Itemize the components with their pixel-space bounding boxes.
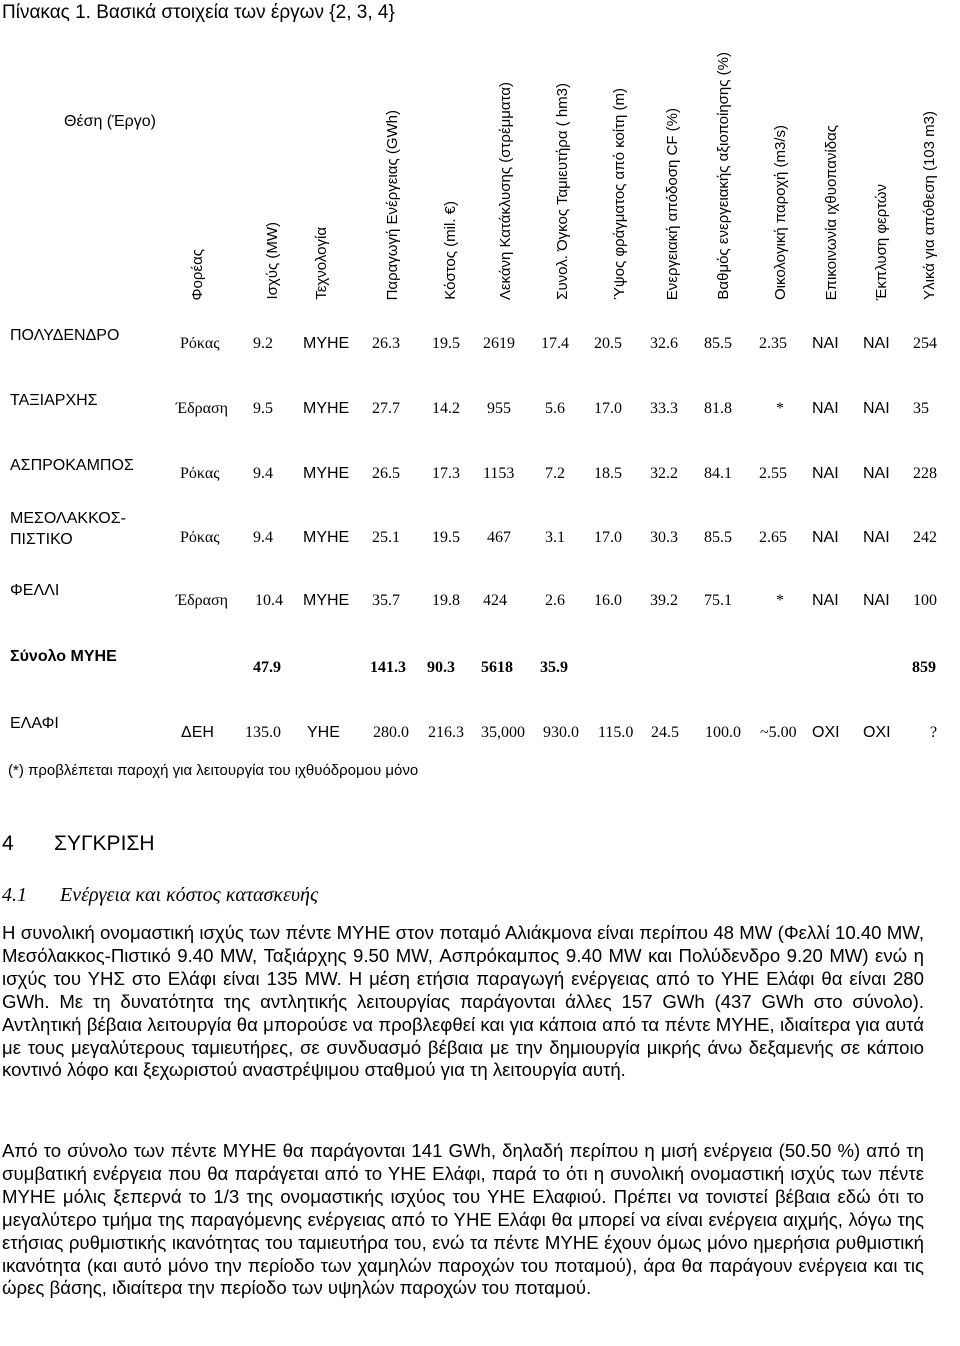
table-cell: 17.3	[432, 465, 460, 482]
total-materials: 859	[912, 659, 936, 676]
table-cell: ΜΥΗΕ	[303, 529, 350, 546]
table-cell: 39.2	[650, 592, 678, 609]
header-location: Θέση (Έργο)	[64, 113, 156, 130]
header-reservoir-volume: Συνολ. Όγκος Ταμιευτήρα ( hm3)	[554, 83, 571, 300]
table-cell: ΜΥΗΕ	[303, 335, 350, 352]
table-cell: 19.5	[432, 335, 460, 352]
table-cell: 930.0	[543, 724, 579, 741]
table-cell: 35,000	[481, 724, 525, 741]
table-cell: 9.2	[253, 335, 273, 352]
table-caption: Πίνακας 1. Βασικά στοιχεία των έργων {2, 3, 4}	[2, 2, 395, 23]
total-area: 5618	[481, 659, 513, 676]
table-cell: *	[776, 592, 784, 609]
table-cell: 25.1	[372, 529, 400, 546]
table-cell: 81.8	[704, 400, 732, 417]
table-cell: ΜΥΗΕ	[303, 465, 350, 482]
table-cell: 242	[913, 529, 937, 546]
table-cell: 30.3	[650, 529, 678, 546]
header-ecological-flow: Οικολογική παροχή (m3/s)	[772, 125, 789, 300]
table-cell: 19.5	[432, 529, 460, 546]
row-name-felli: ΦΕΛΛΙ	[10, 582, 60, 599]
table-cell: 17.0	[594, 529, 622, 546]
table-cell: ΝΑΙ	[812, 335, 839, 352]
table-cell: 17.0	[594, 400, 622, 417]
table-cell: 16.0	[594, 592, 622, 609]
table-cell: 85.5	[704, 335, 732, 352]
table-cell: 2.65	[759, 529, 787, 546]
table-cell: 32.6	[650, 335, 678, 352]
total-energy: 141.3	[370, 659, 406, 676]
table-cell: 135.0	[245, 724, 281, 741]
section-title: ΣΥΓΚΡΙΣΗ	[54, 832, 155, 855]
table-cell: 100	[913, 592, 937, 609]
table-cell: 1153	[483, 465, 515, 482]
table-cell: 280.0	[373, 724, 409, 741]
total-label: Σύνολο ΜΥΗΕ	[10, 648, 117, 665]
section-heading	[2, 832, 155, 856]
table-cell: 100.0	[705, 724, 741, 741]
total-power: 47.9	[253, 659, 281, 676]
table-cell: 216.3	[428, 724, 464, 741]
table-cell: 26.5	[372, 465, 400, 482]
table-cell: 9.4	[253, 529, 273, 546]
table-cell: ΝΑΙ	[812, 529, 839, 546]
header-cost: Κόστος (mil. €)	[442, 201, 459, 300]
table-cell: ?	[930, 724, 938, 741]
table-cell: 17.4	[541, 335, 569, 352]
table-cell: 26.3	[372, 335, 400, 352]
table-cell: Ρόκας	[180, 465, 220, 482]
table-cell: ~5.00	[760, 724, 797, 741]
header-fish-passage: Επικοινωνία ιχθυοπανίδας	[823, 124, 840, 300]
paragraph: Από το σύνολο των πέντε ΜΥΗΕ θα παράγονται 141 GWh, δηλαδή περίπου η μισή ενέργεια (50.50 %) από τη συμβατική ενέργεια που θα παράγεται από το ΥΗΕ Ελάφι, παρά το ότι η συνολική ονομαστική ισχύς των πέντε ΜΥΗΕ μόλις ξεπερνά το 1/3 της ονομαστικής ισχύος του ΥΗΕ Ελαφιού. Πρέπει να τονιστεί βέβαια εδώ ότι το μεγαλύτερο τμήμα της παραγόμενης ενέργειας από το ΥΗΕ Ελάφι θα μπορεί να είναι ενέργεια αιχμής, λόγω της ετήσιας ρυθμιστικής ικανότητας του ταμιευτήρα του, ενώ τα πέντε ΜΥΗΕ έχουν όμως μόνο ημερήσια ρυθμιστική ικανότητα (και αυτό μόνο την περίοδο των χαμηλών παροχών του ποταμού), άρα θα παράγουν ενέργεια και τις ώρες βάσης, ιδιαίτερα την περίοδο των υψηλών παροχών του ποταμού.	[2, 1140, 924, 1299]
header-energy: Παραγωγή Ενέργειας (GWh)	[384, 109, 401, 300]
table-cell: 9.5	[253, 400, 273, 417]
header-operator: Φορέας	[189, 248, 206, 300]
table-cell: ΝΑΙ	[863, 465, 890, 482]
table-cell: *	[776, 400, 784, 417]
table-cell: ΝΑΙ	[812, 592, 839, 609]
table-cell: ΟΧΙ	[812, 724, 840, 741]
table-cell: 5.6	[545, 400, 565, 417]
table-cell: ΝΑΙ	[863, 529, 890, 546]
header-dam-height: Ύψος φράγματος από κοίτη (m)	[611, 88, 628, 300]
header-flood-area: Λεκάνη Κατάκλυσης (στρέμματα)	[497, 81, 514, 300]
table-cell: Έδραση	[176, 400, 228, 417]
table-cell: 424	[483, 592, 507, 609]
table-cell: 955	[487, 400, 511, 417]
table-cell: 35.7	[372, 592, 400, 609]
table-cell: ΔΕΗ	[181, 724, 214, 741]
table-footnote: (*) προβλέπεται παροχή για λειτουργία του ιχθυόδρομου μόνο	[8, 762, 419, 779]
table-cell: 18.5	[594, 465, 622, 482]
row-name-line1: ΜΕΣΟΛΑΚΚΟΣ-	[10, 510, 126, 527]
table-cell: 20.5	[594, 335, 622, 352]
table-cell: 27.7	[372, 400, 400, 417]
table-cell: 3.1	[545, 529, 565, 546]
subsection-heading	[2, 884, 318, 907]
table-cell: 32.2	[650, 465, 678, 482]
table-cell: Έδραση	[176, 592, 228, 609]
table-cell: Ρόκας	[180, 335, 220, 352]
table-cell: 75.1	[704, 592, 732, 609]
total-cost: 90.3	[427, 659, 455, 676]
table-cell: ΜΥΗΕ	[303, 400, 350, 417]
paragraph: Η συνολική ονομαστική ισχύς των πέντε ΜΥΗΕ στον ποταμό Αλιάκμονα είναι περίπου 48 MW (Φελλί 10.40 MW, Μεσόλακκος-Πιστικό 9.40 MW, Ταξιάρχης 9.50 MW, Ασπρόκαμπος 9.40 MW και Πολύδενδρο 9.20 MW) ενώ η ισχύς του ΥΗΣ στο Ελάφι είναι 135 MW. Η μέση ετήσια παραγωγή ενέργειας από το ΥΗΕ Ελάφι θα είναι 280 GWh. Με τη δυνατότητα της αντλητικής λειτουργίας παράγονται άλλες 157 GWh (437 GWh στο σύνολο). Αντλητική βέβαια λειτουργία θα μπορούσε να προβλεφθεί και για κάποια από τα πέντε ΜΥΗΕ, ιδιαίτερα για αυτά με τους μεγαλύτερους ταμιευτήρες, σε συνδυασμό βέβαια με την δημιουργία μικρής άνω δεξαμενής σε κάποιο κοντινό λόφο και ξεχωριστού αναστρέψιμου σταθμού για τη λειτουργία αυτή.	[2, 922, 924, 1081]
table-cell: 254	[913, 335, 937, 352]
table-cell: 228	[913, 465, 937, 482]
table-cell: 10.4	[255, 592, 283, 609]
header-technology: Τεχνολογία	[313, 227, 330, 300]
table-cell: 24.5	[651, 724, 679, 741]
header-power: Ισχύς (MW)	[264, 222, 281, 300]
table-cell: 85.5	[704, 529, 732, 546]
header-utilization: Βαθμός ενεργειακής αξιοποίησης (%)	[715, 52, 732, 300]
table-cell: ΝΑΙ	[863, 335, 890, 352]
table-cell: 2619	[483, 335, 515, 352]
table-cell: ΝΑΙ	[863, 592, 890, 609]
table-cell: 2.6	[545, 592, 565, 609]
table-cell: 14.2	[432, 400, 460, 417]
table-cell: ΝΑΙ	[812, 400, 839, 417]
row-name-asprokampos: ΑΣΠΡΟΚΑΜΠΟΣ	[10, 457, 134, 474]
table-cell: 19.8	[432, 592, 460, 609]
row-name-polydendro: ΠΟΛΥΔΕΝΔΡΟ	[10, 327, 120, 344]
table-cell: ΜΥΗΕ	[303, 592, 350, 609]
table-cell: 467	[487, 529, 511, 546]
section-number: 4	[2, 832, 14, 855]
table-cell: ΟΧΙ	[863, 724, 891, 741]
row-name-line2: ΠΙΣΤΙΚΟ	[10, 531, 73, 548]
table-cell: Ρόκας	[180, 529, 220, 546]
row-name-taxiarchis: ΤΑΞΙΑΡΧΗΣ	[10, 392, 98, 409]
table-cell: 84.1	[704, 465, 732, 482]
table-cell: ΝΑΙ	[863, 400, 890, 417]
table-cell: 35	[913, 400, 929, 417]
header-capacity-factor: Ενεργειακή απόδοση CF (%)	[664, 107, 681, 300]
table-cell: 9.4	[253, 465, 273, 482]
subsection-title: Ενέργεια και κόστος κατασκευής	[60, 884, 319, 906]
table-cell: 2.35	[759, 335, 787, 352]
subsection-number: 4.1	[2, 884, 27, 906]
row-name-mesolakkos	[10, 508, 126, 550]
table-cell: 115.0	[598, 724, 634, 741]
table-cell: ΝΑΙ	[812, 465, 839, 482]
table-cell: ΥΗΕ	[307, 724, 340, 741]
table-cell: 7.2	[545, 465, 565, 482]
total-volume: 35.9	[540, 659, 568, 676]
table-cell: 2.55	[759, 465, 787, 482]
row-name-elafi: ΕΛΑΦΙ	[10, 715, 59, 732]
table-cell: 33.3	[650, 400, 678, 417]
header-materials: Υλικά για απόθεση (103 m3)	[921, 111, 938, 300]
header-sediment-flush: Έκπλυση φερτών	[873, 183, 890, 300]
